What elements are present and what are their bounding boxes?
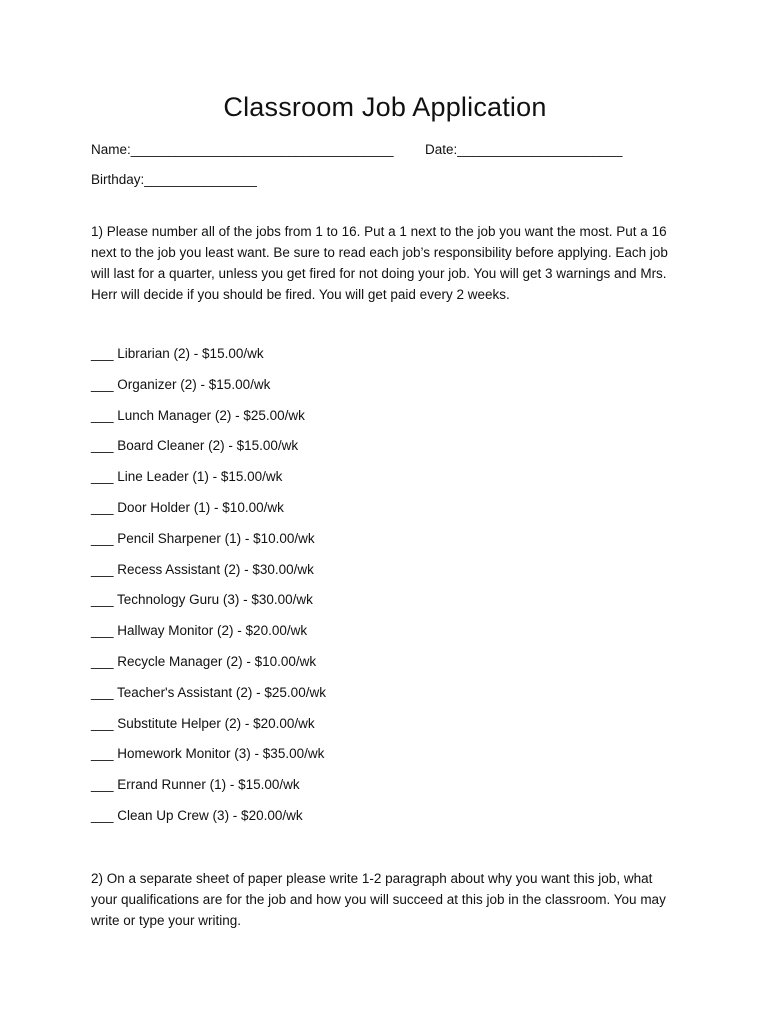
job-item-lunch-manager[interactable]: ___ Lunch Manager (2) - $25.00/wk xyxy=(91,407,305,423)
job-item-recess-assistant[interactable]: ___ Recess Assistant (2) - $30.00/wk xyxy=(91,561,314,577)
job-item-pencil-sharpener[interactable]: ___ Pencil Sharpener (1) - $10.00/wk xyxy=(91,530,315,546)
job-item-errand-runner[interactable]: ___ Errand Runner (1) - $15.00/wk xyxy=(91,777,300,793)
job-item-librarian[interactable]: ___ Librarian (2) - $15.00/wk xyxy=(91,346,264,361)
job-item-teachers-assistant[interactable]: ___ Teacher's Assistant (2) - $25.00/wk xyxy=(91,684,326,700)
job-item-substitute-helper[interactable]: ___ Substitute Helper (2) - $20.00/wk xyxy=(91,715,315,731)
job-list xyxy=(91,343,326,836)
date-field[interactable]: Date:______________________ xyxy=(425,142,623,157)
job-item-technology-guru[interactable]: ___ Technology Guru (3) - $30.00/wk xyxy=(91,592,313,608)
name-field[interactable]: Name:___________________________________ xyxy=(91,142,394,157)
instructions-question-1: 1) Please number all of the jobs from 1 to 16. Put a 1 next to the job you want the most. Put a 16 next to the job you least want. Be sure to read each job’s responsibility before applying. Each job will last for a quarter, unless you get fired for not doing your job. You will get 3 warnings and Mrs. Herr will decide if you should be fired. You will get paid every 2 weeks. xyxy=(91,224,668,302)
birthday-field[interactable]: Birthday:_______________ xyxy=(91,172,257,187)
job-item-organizer[interactable]: ___ Organizer (2) - $15.00/wk xyxy=(91,376,271,392)
job-item-clean-up-crew[interactable]: ___ Clean Up Crew (3) - $20.00/wk xyxy=(91,807,303,823)
job-item-homework-monitor[interactable]: ___ Homework Monitor (3) - $35.00/wk xyxy=(91,746,325,762)
instructions-question-2: 2) On a separate sheet of paper please write 1-2 paragraph about why you want this job, what your qualifications are for the job and how you will succeed at this job in the classroom. You may write or type your writing. xyxy=(91,871,666,928)
job-item-line-leader[interactable]: ___ Line Leader (1) - $15.00/wk xyxy=(91,469,283,485)
job-item-recycle-manager[interactable]: ___ Recycle Manager (2) - $10.00/wk xyxy=(91,653,317,669)
job-item-door-holder[interactable]: ___ Door Holder (1) - $10.00/wk xyxy=(91,499,284,515)
document-title: Classroom Job Application xyxy=(223,92,547,122)
job-item-board-cleaner[interactable]: ___ Board Cleaner (2) - $15.00/wk xyxy=(91,438,299,454)
job-item-hallway-monitor[interactable]: ___ Hallway Monitor (2) - $20.00/wk xyxy=(91,623,308,639)
